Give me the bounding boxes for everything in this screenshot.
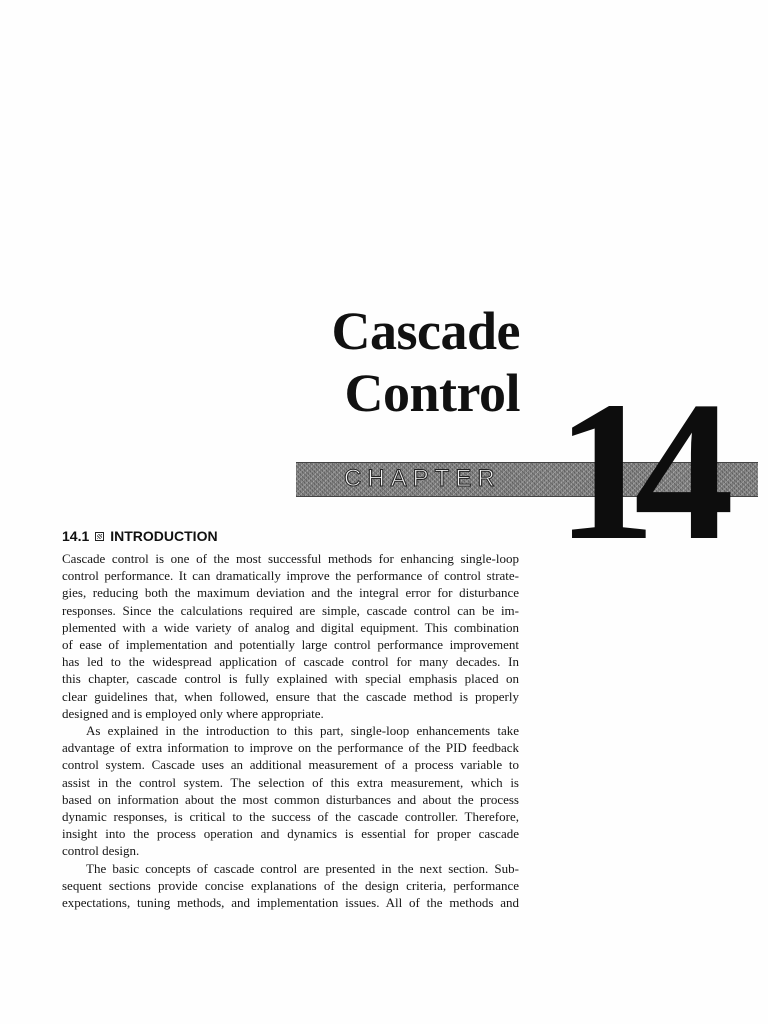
text-line: insight into the process operation and dynamics is essential for proper cascade bbox=[62, 826, 519, 842]
text-line: The basic concepts of cascade control are presented in the next section. Sub- bbox=[86, 860, 519, 876]
section-marker-icon bbox=[95, 532, 104, 541]
body-text bbox=[62, 550, 519, 911]
paragraph-3 bbox=[62, 860, 519, 912]
section-heading bbox=[62, 527, 218, 545]
text-line: dynamic responses, is critical to the success of the cascade controller. Therefore, bbox=[62, 809, 519, 825]
text-line: responses. Since the calculations required are simple, cascade control can be im- bbox=[62, 602, 519, 618]
paragraph-2 bbox=[62, 722, 519, 860]
section-title: INTRODUCTION bbox=[110, 528, 218, 544]
paragraph-1 bbox=[62, 550, 519, 722]
text-line: As explained in the introduction to this part, single-loop enhancements take bbox=[86, 723, 519, 739]
text-line: plemented with a wide variety of analog and digital equipment. This combination bbox=[62, 619, 519, 635]
text-line: control design. bbox=[62, 843, 140, 859]
text-line: expectations, tuning methods, and implementation issues. All of the methods and bbox=[62, 895, 519, 911]
text-line: based on information about the most common disturbances and about the process bbox=[62, 791, 519, 807]
text-line: control system. Cascade uses an additional measurement of a process variable to bbox=[62, 757, 519, 773]
chapter-label: CHAPTER bbox=[344, 465, 501, 492]
text-line: control performance. It can dramatically improve the performance of control strate- bbox=[62, 568, 519, 584]
text-line: sequent sections provide concise explanations of the design criteria, performance bbox=[62, 877, 519, 893]
chapter-number: 14 bbox=[556, 361, 712, 582]
text-line: Cascade control is one of the most successful methods for enhancing single-loop bbox=[62, 551, 519, 566]
text-line: clear guidelines that, when followed, ensure that the cascade method is properly bbox=[62, 688, 519, 704]
text-line: advantage of extra information to improve on the performance of the PID feedback bbox=[62, 740, 519, 756]
text-line: of ease of implementation and potentially large control performance improvement bbox=[62, 637, 519, 653]
chapter-title-line-1: Cascade bbox=[331, 301, 520, 361]
text-line: this chapter, cascade control is fully explained with special emphasis placed on bbox=[62, 671, 519, 687]
text-line: has led to the widespread application of cascade control for many decades. In bbox=[62, 654, 519, 670]
text-line: designed and is employed only where appropriate. bbox=[62, 705, 324, 721]
chapter-title bbox=[332, 300, 520, 424]
chapter-title-line-2: Control bbox=[344, 363, 520, 423]
section-number: 14.1 bbox=[62, 528, 90, 544]
text-line: gies, reducing both the maximum deviation and the integral error for disturbance bbox=[62, 585, 519, 601]
text-line: assist in the control system. The selection of this extra measurement, which is bbox=[62, 774, 519, 790]
